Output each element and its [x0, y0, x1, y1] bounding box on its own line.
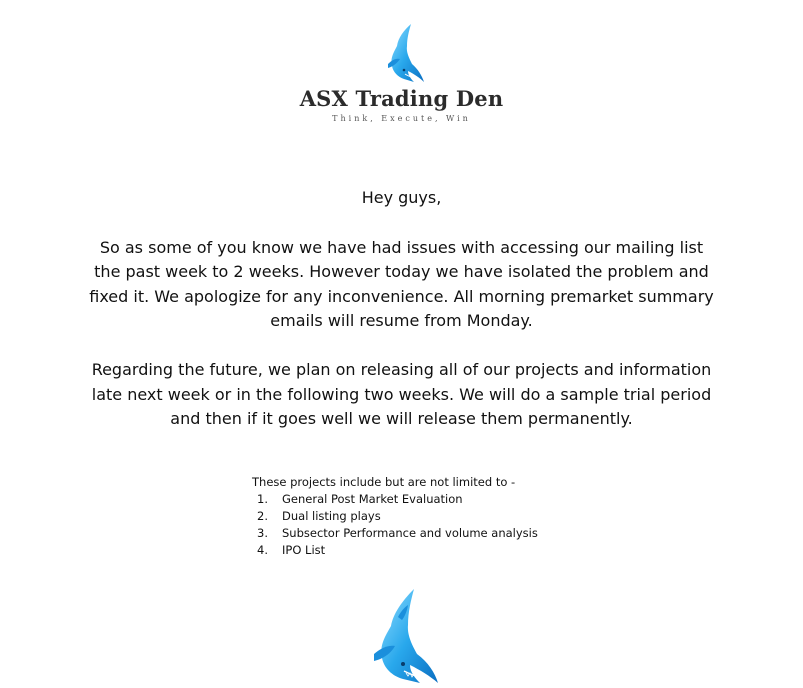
list-item-number: 3.: [257, 526, 268, 540]
list-item: [252, 491, 612, 508]
projects-list: [252, 491, 612, 559]
paragraph-future-plans: Regarding the future, we plan on releasing all of our projects and information late next week or in the following two weeks. We will do a sample trial period and then if it goes well we will release them permanently.: [91, 359, 712, 429]
list-item-label: General Post Market Evaluation: [282, 492, 463, 506]
brand-name: ASX Trading Den: [299, 86, 504, 111]
email-header: [0, 22, 803, 123]
shark-logo-icon: [378, 22, 426, 84]
list-item-label: Subsector Performance and volume analysis: [282, 526, 538, 540]
list-item-number: 2.: [257, 509, 268, 523]
list-item: [252, 508, 612, 525]
list-item-label: Dual listing plays: [282, 509, 381, 523]
paragraph-mailing-list: So as some of you know we have had issues with accessing our mailing list the past week to 2 weeks. However today we have isolated the problem and fixed it. We apologize for any inconvenience. All morning premarket summary emails will resume from Monday.: [89, 237, 714, 331]
brand-tagline: Think, Execute, Win: [332, 114, 471, 123]
list-item: [252, 542, 612, 559]
list-item-number: 1.: [257, 492, 268, 506]
greeting: Hey guys,: [361, 188, 442, 207]
list-item-number: 4.: [257, 543, 268, 557]
list-item-label: IPO List: [282, 543, 326, 557]
shark-logo-icon: [358, 587, 442, 685]
projects-intro: These projects include but are not limited to -: [252, 475, 516, 489]
projects-section: [252, 474, 612, 559]
letter-body: [88, 186, 715, 432]
list-item: [252, 525, 612, 542]
